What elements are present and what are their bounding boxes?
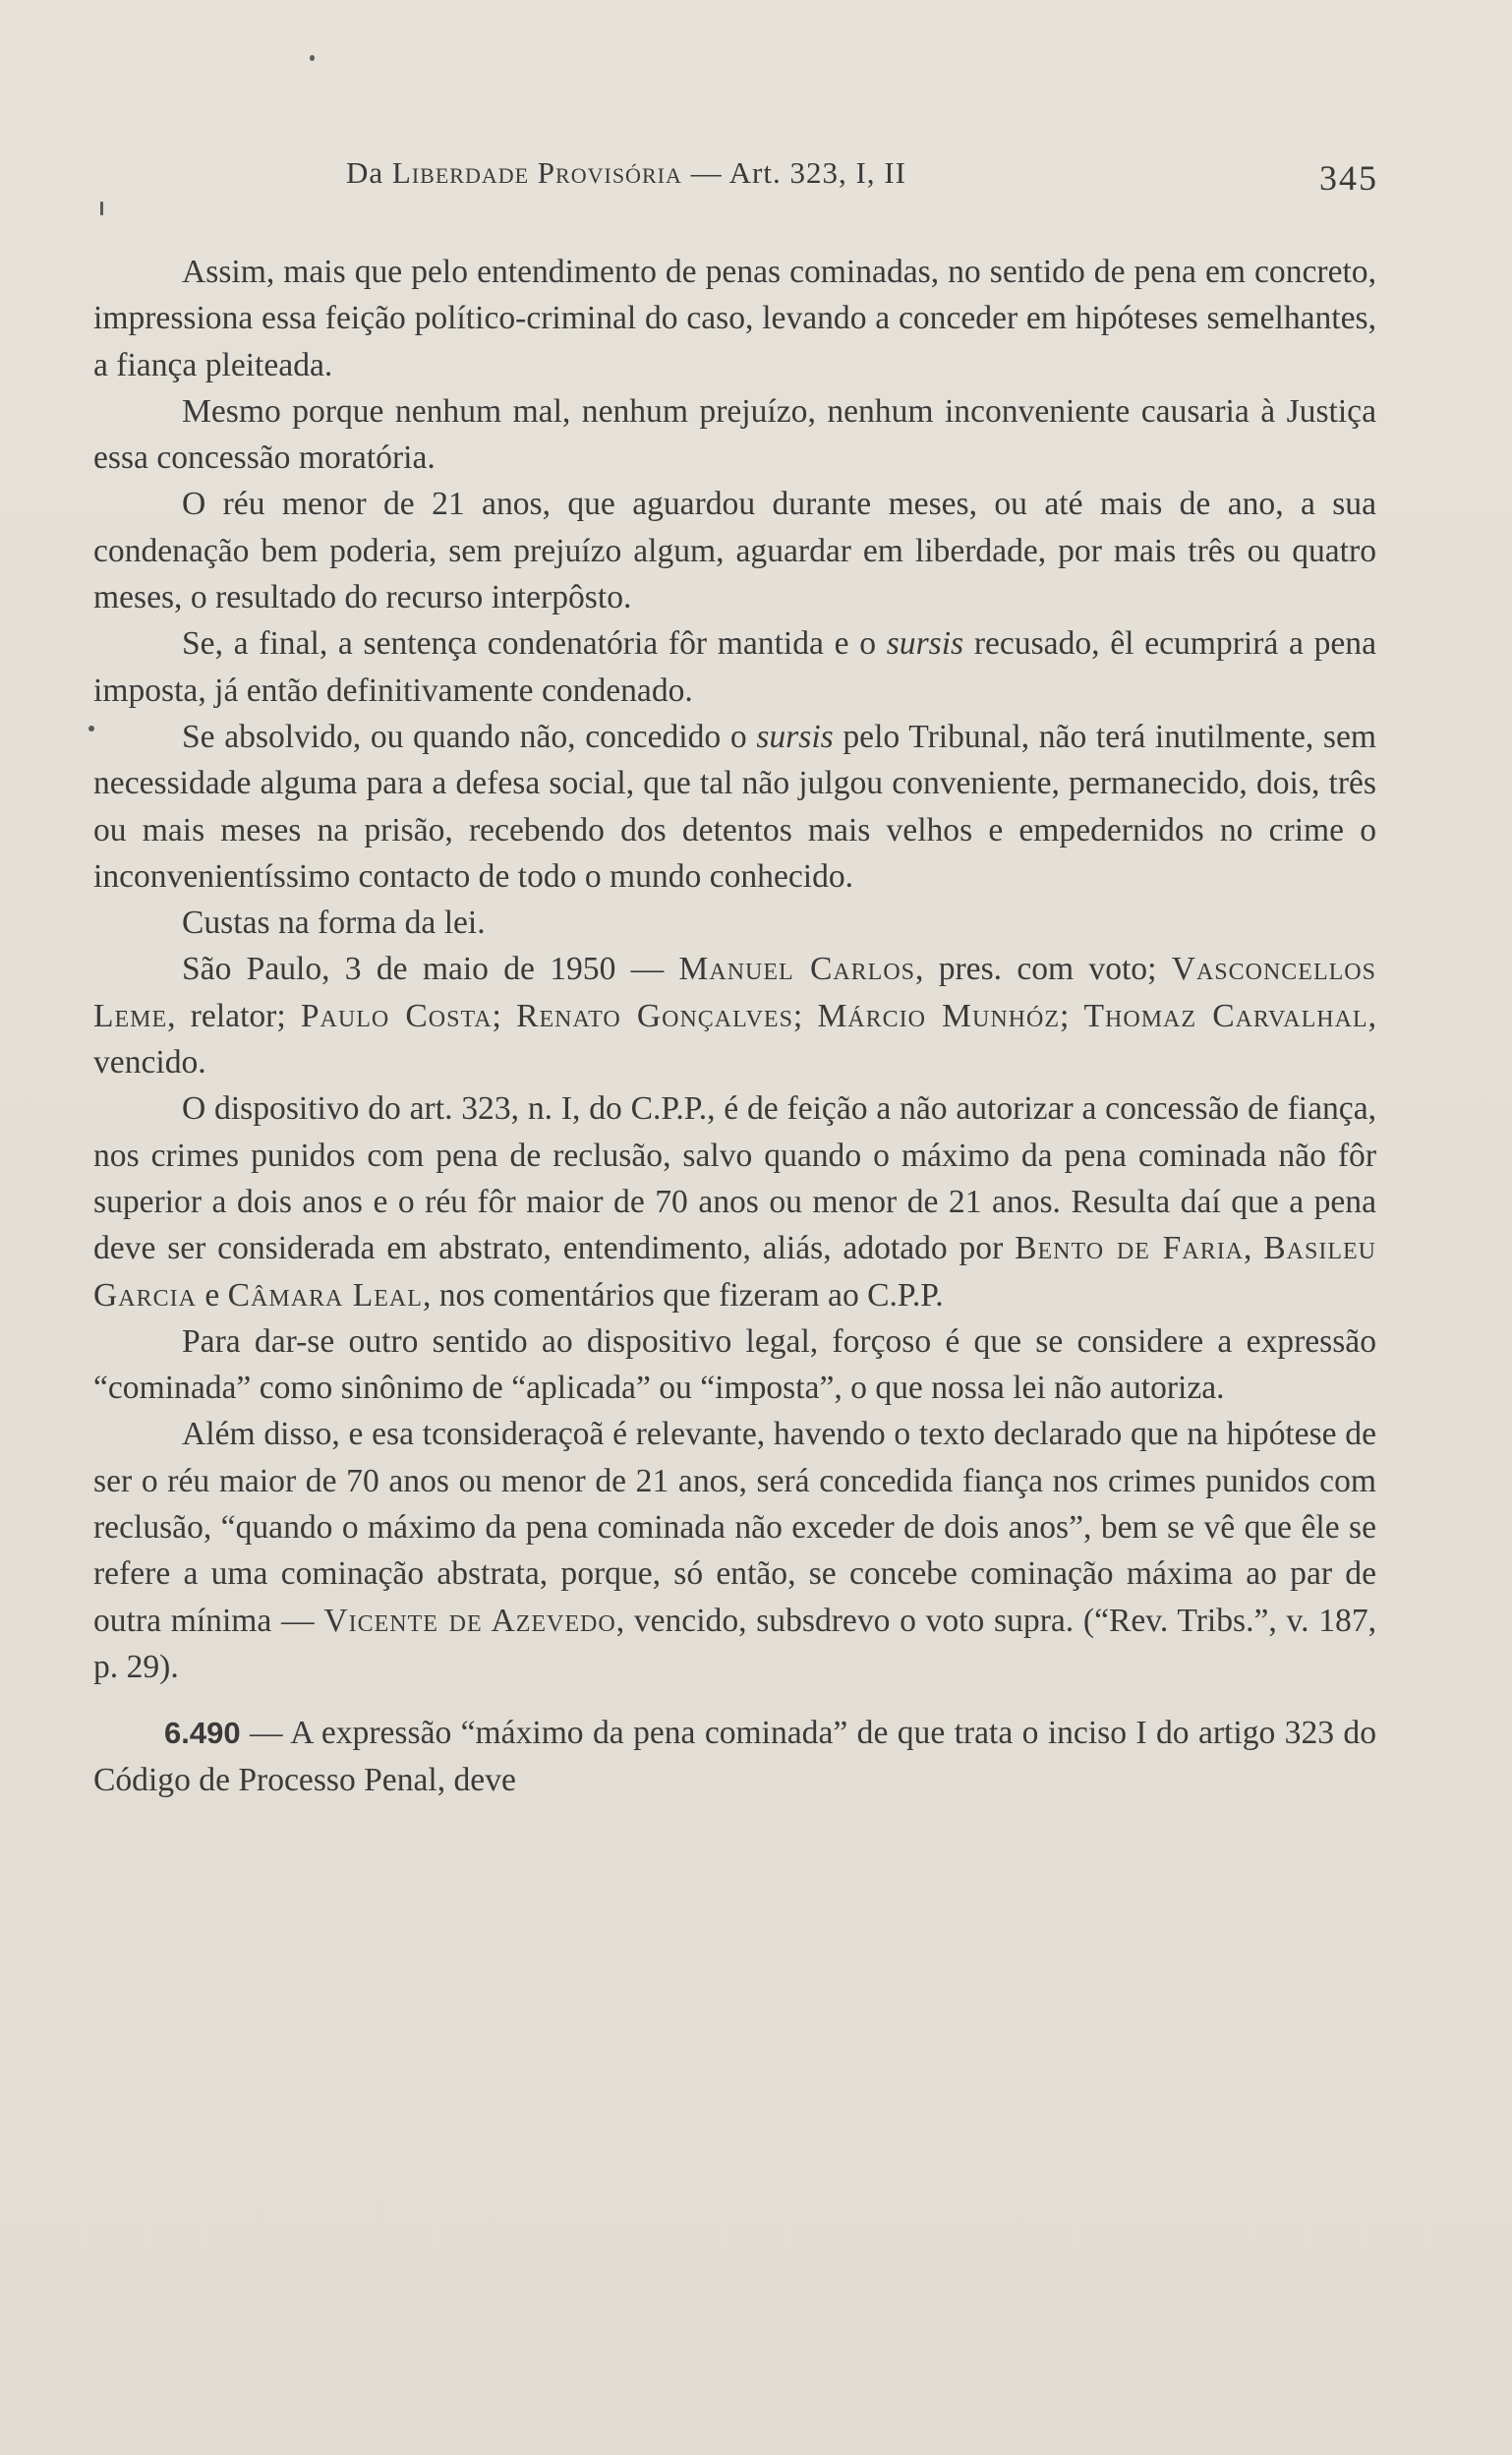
judge-name: Vasconcellos Leme — [93, 951, 1376, 1034]
paragraph: O réu menor de 21 anos, que aguardou durante meses, ou até mais de ano, a sua condenação bem poderia, sem prejuízo algum, aguardar em liberdade, por mais três ou quatro meses, o resultado do recurso interpôsto. — [93, 486, 1376, 616]
judge-name: Paulo Costa — [300, 997, 493, 1034]
paragraph: Custas na forma da lei. — [182, 905, 486, 942]
paragraph: O dispositivo do art. 323, n. I, do C.P.P., é de feição a não autorizar a concessão de fiança, nos crimes punidos com pena de reclusão, salvo quando o máximo da pena cominada não fôr superior a dois anos e o réu fôr maior de 70 anos ou menor de 21 anos. Resulta daí que a pena deve ser considerada em abstrato, entendimento, aliás, adotado por Bento de Faria, Basileu Garcia e Câmara Leal, nos comentários que fizeram ao C.P.P. — [93, 1090, 1376, 1314]
paragraph: Se absolvido, ou quando não, concedido o sursis pelo Tribunal, não terá inutilmente, sem necessidade alguma para a defesa social, que tal não julgou conveniente, permanecido, dois, três ou mais meses na prisão, recebendo dos detentos mais velhos e empedernidos no crime o inconvenientíssimo contacto de todo o mundo conhecido. — [93, 718, 1376, 895]
italic-term: sursis — [886, 625, 964, 663]
italic-term: sursis — [756, 718, 834, 755]
judge-name: Vicente de Azevedo — [323, 1602, 616, 1639]
judge-name: Márcio Munhóz — [817, 997, 1060, 1034]
signatures-paragraph: São Paulo, 3 de maio de 1950 — Manuel Carlos, pres. com voto; Vasconcellos Leme, relator; Paulo Costa; Renato Gonçalves; Márcio Munhóz; Thomaz Carvalhal, vencido. — [93, 951, 1376, 1081]
judge-name: Manuel Carlos — [678, 951, 916, 988]
ink-speck — [310, 55, 315, 61]
paragraph: Mesmo porque nenhum mal, nenhum prejuízo, nenhum inconveniente causaria à Justiça essa concessão moratória. — [93, 392, 1376, 477]
header-title: Da Liberdade Provisória — Art. 323, I, II — [346, 155, 906, 190]
paragraph: Para dar-se outro sentido ao dispositivo legal, forçoso é que se considere a expressão “cominada” como sinônimo de “aplicada” ou “imposta”, o que nossa lei não autoriza. — [93, 1322, 1376, 1407]
page-number: 345 — [1319, 158, 1378, 198]
author-name: Basileu Garcia — [93, 1230, 1376, 1314]
judge-name: Thomaz Carvalhal — [1083, 997, 1368, 1034]
paragraph: Se, a final, a sentença condenatória fôr mantida e o sursis recusado, êl ecumprirá a pena imposta, já então definitivamente condenado. — [93, 625, 1376, 709]
author-name: Bento de Faria — [1015, 1230, 1245, 1267]
body-text — [93, 249, 1376, 1803]
running-header — [346, 155, 1378, 205]
judge-name: Renato Gonçalves — [516, 997, 793, 1034]
author-name: Câmara Leal — [227, 1276, 423, 1314]
section-number: 6.490 — [164, 1716, 241, 1751]
paragraph: Além disso, e esa tconsideraçoã é relevante, havendo o texto declarado que na hipótese de ser o réu maior de 70 anos ou menor de 21 anos, será concedida fiança nos crimes punidos com reclusão, “quando o máximo da pena cominada não exceder de dois anos”, bem se vê que êle se refere a uma cominação abstrata, porque, só então, se concebe cominação máxima ao par de outra mínima — Vicente de Azevedo, vencido, subsdrevo o voto supra. (“Rev. Tribs.”, v. 187, p. 29). — [93, 1416, 1376, 1685]
ink-speck — [100, 202, 103, 215]
section-paragraph: 6.490 — A expressão “máximo da pena cominada” de que trata o inciso I do artigo 323 do Código de Processo Penal, deve — [93, 1715, 1376, 1798]
paragraph: Assim, mais que pelo entendimento de penas cominadas, no sentido de pena em concreto, impressiona essa feição político-criminal do caso, levando a conceder em hipóteses semelhantes, a fiança pleiteada. — [93, 254, 1376, 383]
